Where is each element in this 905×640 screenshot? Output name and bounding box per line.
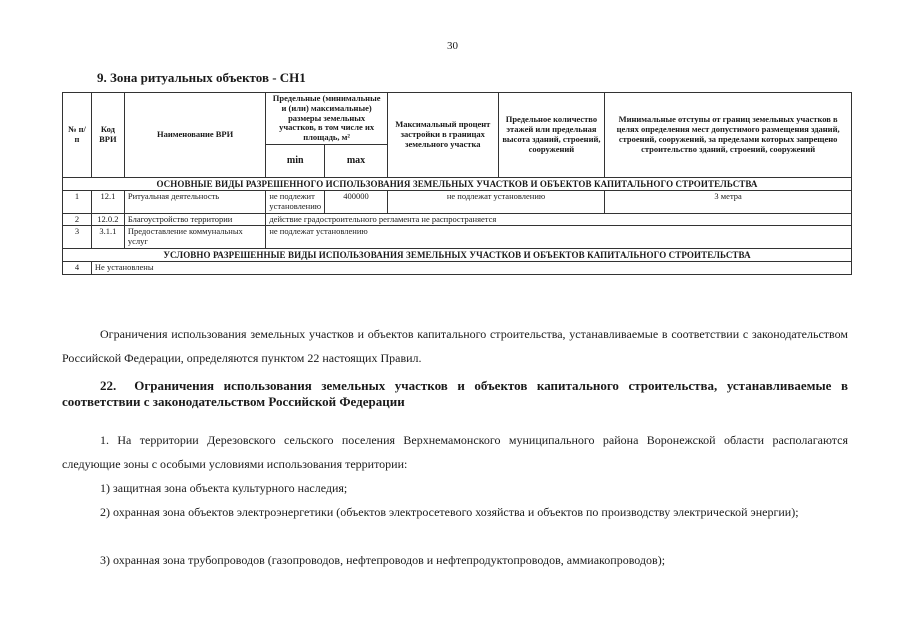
list-item: 1) защитная зона объекта культурного наследия;: [100, 481, 348, 495]
group-main-label: ОСНОВНЫЕ ВИДЫ РАЗРЕШЕННОГО ИСПОЛЬЗОВАНИЯ ЗЕМЕЛЬНЫХ УЧАСТКОВ И ОБЪЕКТОВ КАПИТАЛЬНОГО СТРОИТЕЛЬСТВА: [63, 177, 852, 190]
table-header-row: [63, 93, 852, 145]
page-number: 30: [447, 40, 458, 52]
row-name: Благоустройство территории: [124, 213, 265, 226]
header-name: Наименование ВРИ: [124, 93, 265, 178]
row-setback: 3 метра: [605, 191, 852, 214]
group-cond-label: УСЛОВНО РАЗРЕШЕННЫЕ ВИДЫ ИСПОЛЬЗОВАНИЯ ЗЕМЕЛЬНЫХ УЧАСТКОВ И ОБЪЕКТОВ КАПИТАЛЬНОГО СТРОИТЕЛЬСТВА: [63, 249, 852, 262]
list-item: 3) охранная зона трубопроводов (газопроводов, нефтепроводов и нефтепродуктопроводов, аммиакопроводов);: [100, 553, 666, 567]
header-setbacks: Минимальные отступы от границ земельных участков в целях определения мест допустимого размещения зданий, строений, сооружений, за пределами которых запрещено строительство зданий, строений, сооружений: [605, 93, 852, 178]
section-22-heading: [62, 378, 848, 410]
row-num: 1: [63, 191, 92, 214]
header-sizes: Предельные (минимальные и (или) максимальные) размеры земельных участков, в том числе их площадь, м²: [266, 93, 388, 145]
row-name: Предоставление коммунальных услуг: [124, 226, 265, 249]
row-note: действие градостроительного регламента не распространяется: [266, 213, 852, 226]
row-percent-floors: не подлежат установлению: [387, 191, 604, 214]
section-title: 9. Зона ритуальных объектов - СН1: [97, 70, 306, 85]
row-num: 3: [63, 226, 92, 249]
header-min: min: [266, 144, 325, 177]
row-text: Не установлены: [91, 262, 851, 275]
row-code: 12.0.2: [91, 213, 124, 226]
item-1-paragraph: 1. На территории Дерезовского сельского поселения Верхнемамонского муниципального района Воронежской области располагаются следующие зоны с особыми условиями использования территории:: [62, 433, 848, 471]
section-22-title: Ограничения использования земельных участков и объектов капитального строительства, устанавливаемые в соответствии с законодательством Российской Федерации: [62, 378, 848, 409]
group-row-main: [63, 177, 852, 190]
restrictions-paragraph: Ограничения использования земельных участков и объектов капитального строительства, устанавливаемые в соответствии с законодательством Российской Федерации, определяются пунктом 22 настоящих Правил.: [62, 327, 848, 365]
table-row: [63, 213, 852, 226]
header-percent: Максимальный процент застройки в границах земельного участка: [387, 93, 498, 178]
group-row-conditional: [63, 249, 852, 262]
table-row: [63, 191, 852, 214]
header-num: № п/п: [63, 93, 92, 178]
row-max: 400000: [325, 191, 388, 214]
table-row: [63, 262, 852, 275]
row-min: не подлежит установлению: [266, 191, 325, 214]
section-22-number: 22.: [100, 378, 117, 393]
list-item: 2) охранная зона объектов электроэнергетики (объектов электросетевого хозяйства и объектов по производству электрической энергии);: [100, 505, 799, 519]
header-floors: Предельное количество этажей или предельная высота зданий, строений, сооружений: [498, 93, 605, 178]
row-name: Ритуальная деятельность: [124, 191, 265, 214]
row-note: не подлежат установлению: [266, 226, 852, 249]
header-code: Код ВРИ: [91, 93, 124, 178]
header-max: max: [325, 144, 388, 177]
row-num: 2: [63, 213, 92, 226]
row-code: 3.1.1: [91, 226, 124, 249]
table-row: [63, 226, 852, 249]
zone-regulations-table: [62, 92, 852, 275]
row-code: 12.1: [91, 191, 124, 214]
row-num: 4: [63, 262, 92, 275]
